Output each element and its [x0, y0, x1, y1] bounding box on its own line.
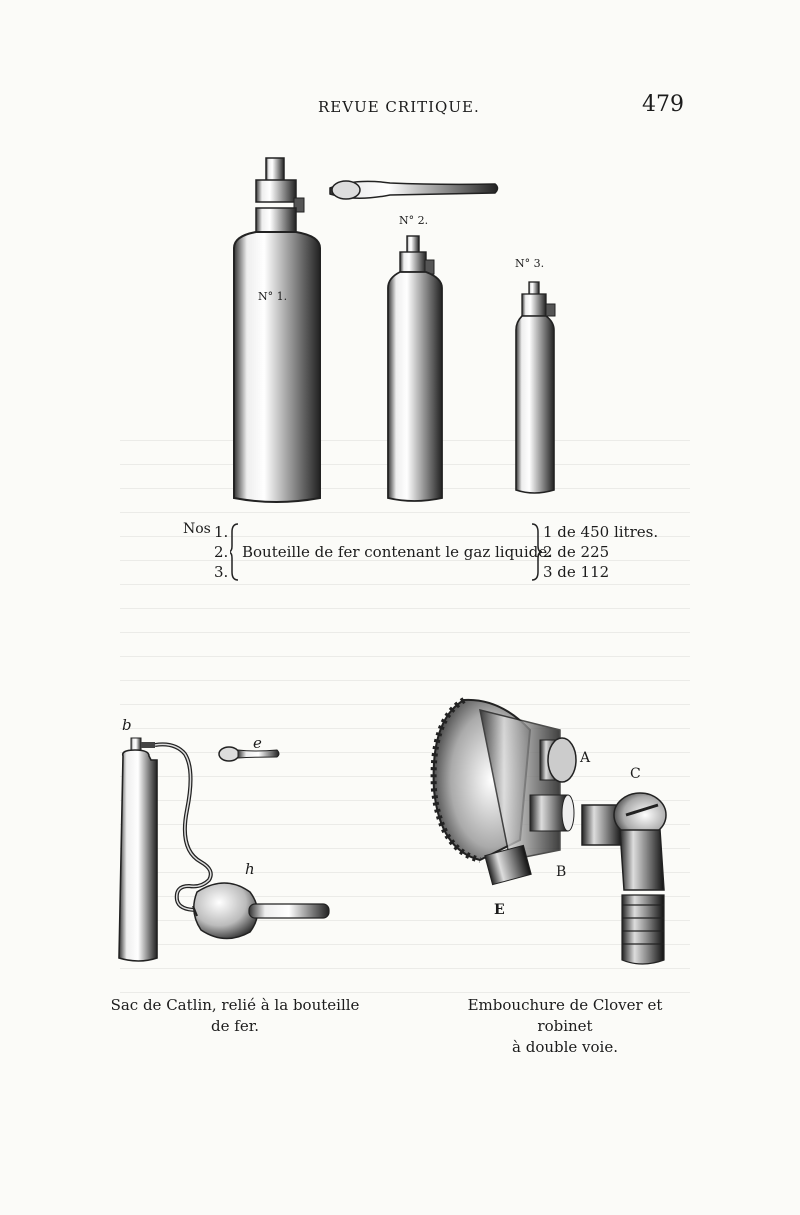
catlin-letter-b: b — [122, 716, 132, 734]
legend-number-3: 3. — [214, 563, 229, 581]
bottle-2-label: N° 2. — [399, 214, 429, 227]
catlin-bag-illustration — [105, 720, 345, 970]
clover-letter-C: C — [630, 766, 641, 782]
catlin-letter-h: h — [245, 860, 255, 878]
clover-caption-line-2: à double voie. — [512, 1038, 618, 1056]
bottle-1-illustration — [234, 158, 320, 502]
clover-letter-A: A — [580, 750, 591, 766]
legend-number-2: 2. — [214, 543, 229, 561]
page-number: 479 — [642, 92, 684, 117]
catlin-letter-e: e — [253, 734, 262, 752]
legend-right-brace — [530, 522, 542, 582]
catlin-caption-line-2: de fer. — [211, 1017, 259, 1035]
clover-caption-line-1: Embouchure de Clover et robinet — [467, 996, 663, 1035]
legend-number-1: 1. — [214, 523, 229, 541]
legend-description: Bouteille de fer contenant le gaz liquide. — [242, 543, 552, 561]
legend-capacity-3: 3 de 112 — [543, 563, 610, 581]
bottle-3-illustration — [516, 282, 555, 493]
legend-left-brace — [230, 522, 240, 582]
legend-prefix: Nos — [183, 521, 211, 537]
clover-letter-E: E — [494, 902, 505, 918]
clover-letter-B: B — [556, 864, 567, 880]
clover-caption — [440, 995, 690, 1058]
bottle-3-label: N° 3. — [515, 257, 545, 270]
catlin-caption — [110, 995, 360, 1037]
catlin-caption-line-1: Sac de Catlin, relié à la bouteille — [110, 996, 360, 1014]
running-title: REVUE CRITIQUE. — [318, 98, 480, 116]
bottles-figure — [220, 150, 700, 510]
clover-mouthpiece-illustration — [420, 690, 700, 980]
bottle-2-illustration — [388, 236, 442, 501]
legend-capacity-2: 2 de 225 — [543, 543, 610, 561]
bottle-1-label: N° 1. — [258, 290, 288, 303]
legend-capacity-1: 1 de 450 litres. — [543, 523, 659, 541]
key-spanner-illustration — [330, 181, 498, 199]
page-header — [0, 92, 800, 122]
